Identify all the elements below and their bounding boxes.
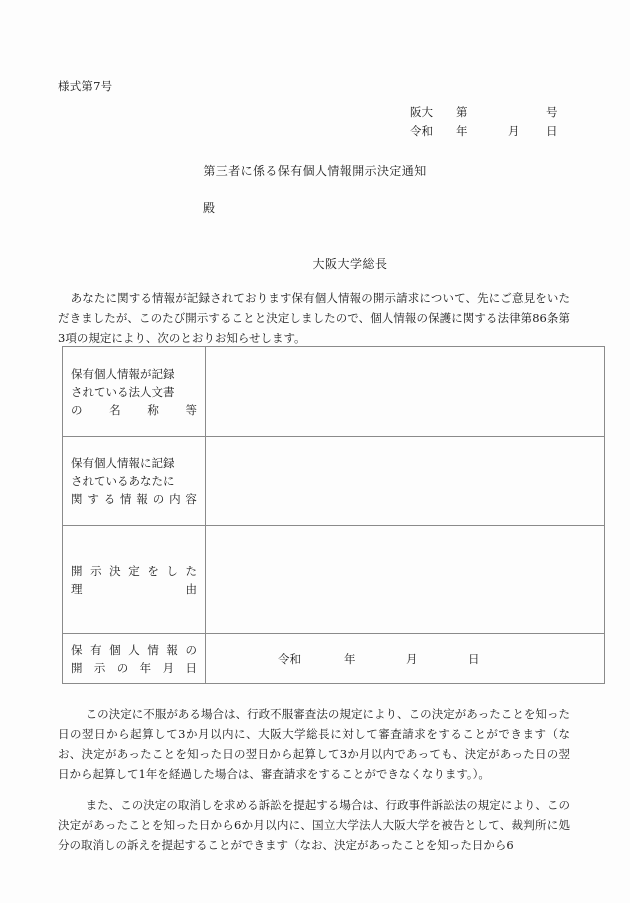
label-char: 等 bbox=[185, 402, 197, 417]
label-char: 示 bbox=[93, 660, 106, 675]
disclosure-date-line bbox=[216, 651, 594, 667]
note-paragraph-lawsuit: また、この決定の取消しを求める訴訟を提起する場合は、行政事件訴訟法の規定により、この決定があったことを知った日から6か月以内に、国立大学法人大阪大学を被告として、裁判所に処分の取消しの訴えを提起することができます（なお、決定があったことを知った日から6 bbox=[58, 798, 570, 852]
label-line-justified bbox=[71, 580, 197, 598]
note-paragraph-appeal: この決定に不服がある場合は、行政不服審査法の規定により、この決定があったことを知った日の翌日から起算して3か月以内に、大阪大学総長に対して審査請求をすることができます（なお、決定があったことを知った日の翌日から起算して3か月以内であっても、決定があった日の翌日から起算して1年を経過した場合は、審査請求をすることができなくなります。）。 bbox=[58, 706, 570, 781]
table-row bbox=[63, 634, 605, 684]
label-char: 月 bbox=[162, 660, 175, 675]
label-char: 報 bbox=[166, 642, 178, 657]
table-row bbox=[63, 437, 605, 526]
label-char: 開 bbox=[71, 563, 83, 578]
label-line-justified bbox=[71, 562, 197, 580]
doc-number-label: 第 bbox=[456, 105, 468, 119]
row-label-document-name bbox=[63, 347, 206, 437]
label-line-justified bbox=[71, 490, 197, 508]
label-char: 人 bbox=[128, 642, 140, 657]
label-line-justified bbox=[71, 641, 197, 659]
label-line: されている法人文書 bbox=[71, 384, 175, 399]
doc-number-prefix: 阪大 bbox=[410, 105, 433, 119]
label-line: 保有個人情報が記録 bbox=[71, 366, 175, 381]
legal-notes bbox=[58, 692, 570, 867]
label-char: 日 bbox=[185, 660, 197, 675]
doc-date-era: 令和 bbox=[410, 124, 433, 138]
table-row bbox=[63, 526, 605, 634]
label-char: 個 bbox=[109, 642, 121, 657]
label-char: 容 bbox=[185, 492, 197, 506]
label-line: 保有個人情報に記録 bbox=[71, 456, 175, 470]
row-label-information-content bbox=[63, 437, 206, 526]
document-date-row bbox=[410, 122, 580, 141]
table-row bbox=[63, 347, 605, 437]
label-char: 示 bbox=[90, 563, 102, 578]
label-char: 決 bbox=[109, 563, 121, 578]
issuer-name: 大阪大学総長 bbox=[312, 257, 388, 271]
disclosure-date-era: 令和 bbox=[278, 651, 301, 666]
label-char: 報 bbox=[136, 492, 148, 506]
label-char: 内 bbox=[169, 492, 181, 506]
disclosure-form-table bbox=[62, 346, 605, 684]
label-char: 関 bbox=[71, 492, 83, 506]
label-char: を bbox=[147, 563, 159, 578]
doc-number-suffix: 号 bbox=[546, 105, 558, 119]
row-value-document-name[interactable] bbox=[206, 347, 605, 437]
label-line-justified bbox=[71, 401, 197, 419]
label-char: 情 bbox=[120, 492, 132, 506]
label-char: 年 bbox=[139, 660, 152, 675]
row-value-disclosure-date[interactable] bbox=[206, 634, 605, 684]
label-char: の bbox=[185, 642, 197, 657]
doc-number-value bbox=[508, 103, 546, 122]
disclosure-date-month: 月 bbox=[406, 651, 418, 666]
label-char: 称 bbox=[147, 402, 159, 417]
doc-date-day: 日 bbox=[546, 124, 558, 138]
label-char: の bbox=[71, 402, 83, 417]
disclosure-date-day: 日 bbox=[468, 651, 480, 666]
document-number-block bbox=[410, 103, 580, 141]
label-char: の bbox=[152, 492, 165, 506]
label-char: 有 bbox=[90, 642, 102, 657]
label-char: 保 bbox=[71, 642, 83, 657]
document-number-row bbox=[410, 103, 580, 122]
label-char: 情 bbox=[147, 642, 159, 657]
addressee-honorific: 殿 bbox=[203, 201, 216, 215]
label-line-justified bbox=[71, 659, 197, 677]
label-char: 開 bbox=[71, 660, 83, 675]
form-number: 様式第7号 bbox=[58, 79, 113, 93]
label-char: 定 bbox=[128, 563, 140, 578]
label-char: 由 bbox=[185, 581, 197, 596]
row-value-information-content[interactable] bbox=[206, 437, 605, 526]
row-value-reason[interactable] bbox=[206, 526, 605, 634]
label-char: 名 bbox=[109, 402, 121, 417]
body-paragraph: あなたに関する情報が記録されております保有個人情報の開示請求について、先にご意見をいただきましたが、このたび開示することと決定しましたので、個人情報の保護に関する法律第86条第3項の規定により、次のとおりお知らせします。 bbox=[58, 291, 570, 345]
label-char: の bbox=[116, 660, 129, 675]
doc-date-month: 月 bbox=[508, 124, 520, 138]
label-line: されているあなたに bbox=[71, 474, 175, 488]
label-char: 理 bbox=[71, 581, 83, 596]
label-char: た bbox=[185, 563, 197, 578]
disclosure-date-year: 年 bbox=[344, 651, 356, 666]
doc-date-year: 年 bbox=[456, 124, 468, 138]
label-char: す bbox=[87, 492, 99, 506]
page-title: 第三者に係る保有個人情報開示決定通知 bbox=[203, 164, 427, 178]
row-label-disclosure-date bbox=[63, 634, 206, 684]
label-char: し bbox=[166, 563, 178, 578]
row-label-reason bbox=[63, 526, 206, 634]
label-char: る bbox=[103, 492, 116, 506]
